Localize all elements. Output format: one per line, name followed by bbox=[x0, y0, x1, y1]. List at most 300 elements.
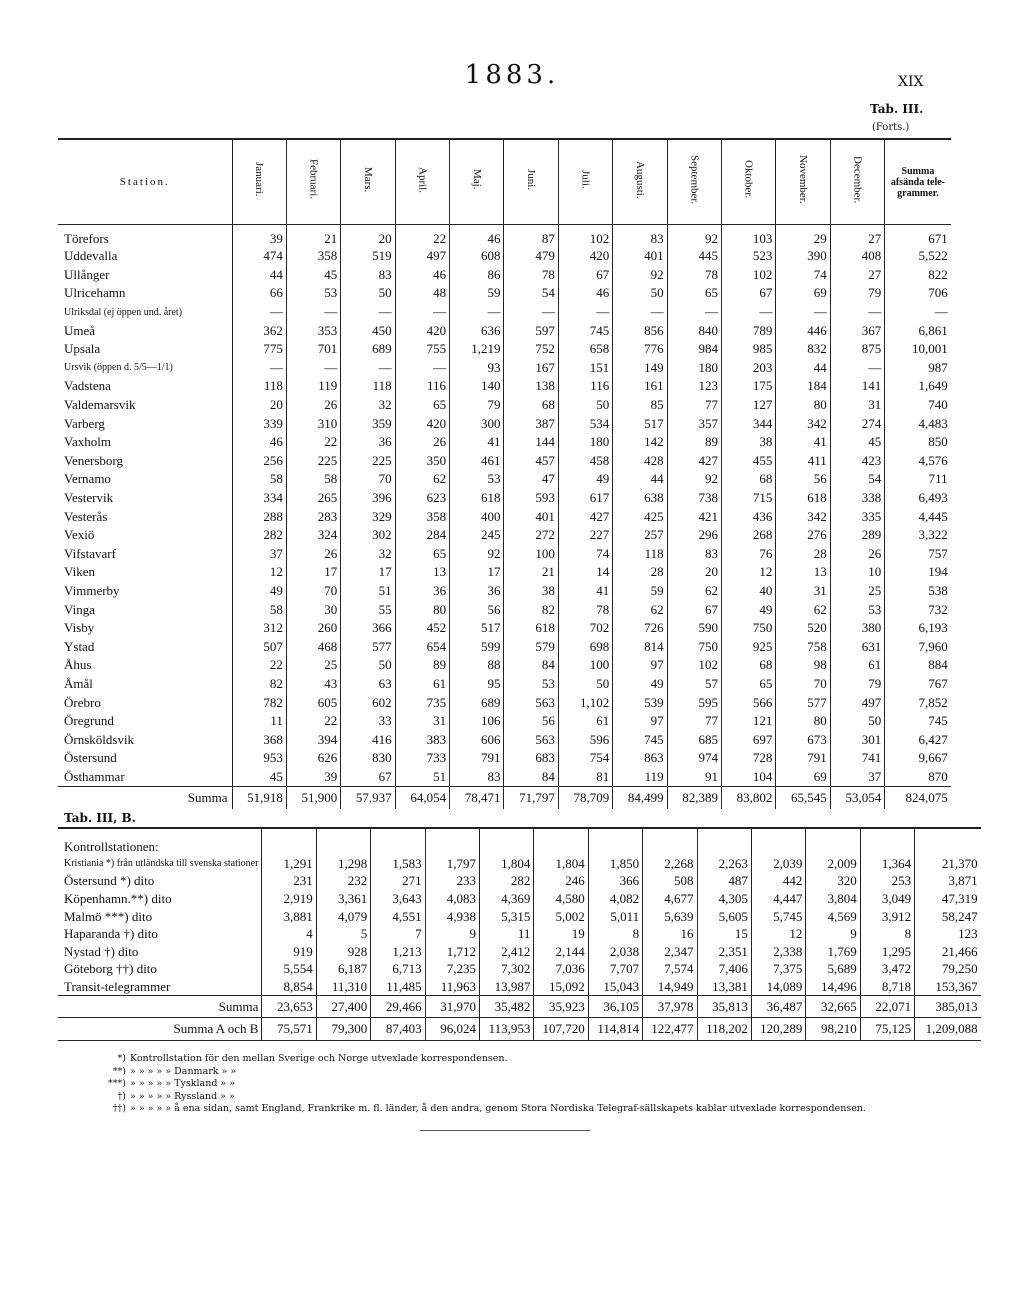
summa-value: 78,709 bbox=[558, 786, 612, 809]
cell-value: 745 bbox=[885, 712, 951, 731]
cell-value: 577 bbox=[776, 693, 830, 712]
cell-value: 4,483 bbox=[885, 414, 951, 433]
cell-value: 88 bbox=[450, 656, 504, 675]
cell-value: 83 bbox=[613, 225, 667, 248]
cell-value: 870 bbox=[885, 768, 951, 787]
cell-value: 577 bbox=[341, 637, 395, 656]
table-row bbox=[58, 943, 981, 961]
footnote-text: » » » » » Ryssland » » bbox=[130, 1090, 235, 1102]
table-row bbox=[58, 414, 951, 433]
control-station-name: Haparanda †) dito bbox=[64, 926, 158, 942]
cell-value: 27 bbox=[830, 225, 884, 248]
cell-value: 3,361 bbox=[316, 890, 370, 908]
cell-value: 421 bbox=[667, 507, 721, 526]
cell-value: 83 bbox=[341, 266, 395, 285]
footnote-mark: **) bbox=[112, 1065, 126, 1077]
cell-value: 233 bbox=[425, 873, 479, 891]
summa-value: 65,545 bbox=[776, 786, 830, 809]
station-name: Valdemarsvik bbox=[64, 397, 136, 413]
table-row bbox=[58, 359, 951, 378]
page-year: 1883. bbox=[464, 60, 560, 90]
footnote-text: » » » » » Tyskland » » bbox=[130, 1078, 236, 1089]
cell-value: 8 bbox=[860, 925, 914, 943]
cell-value: 33 bbox=[341, 712, 395, 731]
cell-value: 17 bbox=[450, 563, 504, 582]
cell-value: 45 bbox=[286, 266, 340, 285]
cell-value: 180 bbox=[558, 433, 612, 452]
month-label: Januari. bbox=[253, 162, 266, 197]
cell-value: 144 bbox=[504, 433, 558, 452]
cell-value: 4,447 bbox=[751, 890, 805, 908]
cell-value: 538 bbox=[885, 582, 951, 601]
cell-value: 329 bbox=[341, 507, 395, 526]
cell-value: 49 bbox=[613, 675, 667, 694]
cell-value: 65 bbox=[395, 396, 449, 415]
cell-value: 5 bbox=[316, 925, 370, 943]
cell-value: 300 bbox=[450, 414, 504, 433]
cell-value: 697 bbox=[722, 730, 776, 749]
cell-value: 726 bbox=[613, 619, 667, 638]
cell-value: 63 bbox=[341, 675, 395, 694]
cell-value: 25 bbox=[830, 582, 884, 601]
cell-value: 357 bbox=[667, 414, 721, 433]
cell-value: 92 bbox=[667, 225, 721, 248]
cell-value: 276 bbox=[776, 526, 830, 545]
cell-value: 3,643 bbox=[371, 890, 425, 908]
cell-value: 53 bbox=[450, 470, 504, 489]
cell-value: 310 bbox=[286, 414, 340, 433]
cell-value: 45 bbox=[232, 768, 286, 787]
empty-cell bbox=[534, 828, 588, 855]
summa-value: 120,289 bbox=[751, 1018, 805, 1041]
footnote-text: » » » » » å ena sidan, samt England, Frankrike m. fl. länder, å den andra, genom Stora Nordiska Telegraf-sällskapets kablar utvexlade korrespondensen. bbox=[130, 1103, 866, 1114]
cell-value: 149 bbox=[613, 359, 667, 378]
cell-value: 102 bbox=[722, 266, 776, 285]
cell-value: 70 bbox=[286, 582, 340, 601]
cell-value: 776 bbox=[613, 340, 667, 359]
cell-value: 77 bbox=[667, 396, 721, 415]
cell-value: — bbox=[830, 303, 884, 322]
table-row bbox=[58, 768, 951, 787]
month-header bbox=[613, 139, 667, 225]
cell-value: 45 bbox=[830, 433, 884, 452]
cell-value: 390 bbox=[776, 247, 830, 266]
cell-value: 65 bbox=[395, 545, 449, 564]
control-station-name: Göteborg ††) dito bbox=[64, 961, 157, 977]
cell-value: 427 bbox=[558, 507, 612, 526]
cell-value: — bbox=[395, 303, 449, 322]
cell-value: 9 bbox=[806, 925, 860, 943]
cell-value: 3,871 bbox=[915, 873, 981, 891]
cell-value: 597 bbox=[504, 321, 558, 340]
cell-value: 7,406 bbox=[697, 961, 751, 979]
cell-value: 1,295 bbox=[860, 943, 914, 961]
cell-value: 79 bbox=[450, 396, 504, 415]
summa-value: 96,024 bbox=[425, 1018, 479, 1041]
cell-value: 66 bbox=[232, 284, 286, 303]
cell-value: 175 bbox=[722, 377, 776, 396]
cell-value: 55 bbox=[341, 600, 395, 619]
cell-value: 7,375 bbox=[751, 961, 805, 979]
table-row bbox=[58, 890, 981, 908]
cell-value: 517 bbox=[613, 414, 667, 433]
empty-cell bbox=[806, 828, 860, 855]
cell-value: 1,213 bbox=[371, 943, 425, 961]
cell-value: 36 bbox=[450, 582, 504, 601]
cell-value: 11 bbox=[232, 712, 286, 731]
cell-value: 367 bbox=[830, 321, 884, 340]
cell-value: 57 bbox=[667, 675, 721, 694]
cell-value: 4,305 bbox=[697, 890, 751, 908]
summa-label: Summa bbox=[58, 786, 232, 809]
station-name: Vesterås bbox=[64, 508, 108, 524]
cell-value: 626 bbox=[286, 749, 340, 768]
cell-value: 563 bbox=[504, 693, 558, 712]
cell-value: 497 bbox=[395, 247, 449, 266]
station-name: Vaxholm bbox=[64, 434, 111, 450]
footnote bbox=[100, 1066, 940, 1079]
cell-value: — bbox=[395, 359, 449, 378]
summa-value: 107,720 bbox=[534, 1018, 588, 1041]
table-row bbox=[58, 452, 951, 471]
footnote-text: » » » » » Danmark » » bbox=[130, 1065, 237, 1077]
summa-value: 27,400 bbox=[316, 996, 370, 1018]
cell-value: 67 bbox=[558, 266, 612, 285]
cell-value: 2,144 bbox=[534, 943, 588, 961]
cell-value: 3,912 bbox=[860, 908, 914, 926]
cell-value: 775 bbox=[232, 340, 286, 359]
footnotes bbox=[100, 1053, 940, 1116]
cell-value: — bbox=[830, 359, 884, 378]
cell-value: 884 bbox=[885, 656, 951, 675]
cell-value: 32 bbox=[341, 396, 395, 415]
cell-value: 20 bbox=[667, 563, 721, 582]
cell-value: 987 bbox=[885, 359, 951, 378]
cell-value: 231 bbox=[262, 873, 316, 891]
cell-value: 51 bbox=[341, 582, 395, 601]
cell-value: 566 bbox=[722, 693, 776, 712]
cell-value: 76 bbox=[722, 545, 776, 564]
cell-value: 4,938 bbox=[425, 908, 479, 926]
footnote bbox=[100, 1053, 940, 1066]
cell-value: 4,569 bbox=[806, 908, 860, 926]
cell-value: 702 bbox=[558, 619, 612, 638]
cell-value: 59 bbox=[450, 284, 504, 303]
table-row bbox=[58, 266, 951, 285]
month-header bbox=[232, 139, 286, 225]
cell-value: 17 bbox=[286, 563, 340, 582]
continued-label: (Forts.) bbox=[872, 122, 910, 133]
cell-value: 487 bbox=[697, 873, 751, 891]
cell-value: 711 bbox=[885, 470, 951, 489]
summa-value: 35,482 bbox=[479, 996, 533, 1018]
cell-value: 5,002 bbox=[534, 908, 588, 926]
cell-value: 752 bbox=[504, 340, 558, 359]
station-name: Östersund bbox=[64, 750, 117, 766]
footnote bbox=[100, 1078, 940, 1091]
cell-value: 618 bbox=[504, 619, 558, 638]
cell-value: 119 bbox=[286, 377, 340, 396]
cell-value: 100 bbox=[558, 656, 612, 675]
cell-value: 758 bbox=[776, 637, 830, 656]
summa-value: 36,487 bbox=[751, 996, 805, 1018]
month-header bbox=[504, 139, 558, 225]
cell-value: 15,043 bbox=[588, 978, 642, 996]
cell-value: 25 bbox=[286, 656, 340, 675]
month-header bbox=[558, 139, 612, 225]
cell-value: 423 bbox=[830, 452, 884, 471]
empty-cell bbox=[860, 828, 914, 855]
cell-value: 53 bbox=[504, 675, 558, 694]
cell-value: 13,381 bbox=[697, 978, 751, 996]
cell-value: 84 bbox=[504, 656, 558, 675]
footnote bbox=[100, 1103, 940, 1116]
station-name: Östhammar bbox=[64, 768, 125, 784]
cell-value: 61 bbox=[395, 675, 449, 694]
cell-value: 754 bbox=[558, 749, 612, 768]
cell-value: 98 bbox=[776, 656, 830, 675]
cell-value: 1,298 bbox=[316, 855, 370, 873]
cell-value: 985 bbox=[722, 340, 776, 359]
cell-value: 50 bbox=[558, 396, 612, 415]
cell-value: 7,036 bbox=[534, 961, 588, 979]
cell-value: 698 bbox=[558, 637, 612, 656]
cell-value: 420 bbox=[558, 247, 612, 266]
cell-value: 767 bbox=[885, 675, 951, 694]
cell-value: 715 bbox=[722, 489, 776, 508]
cell-value: 296 bbox=[667, 526, 721, 545]
cell-value: 116 bbox=[395, 377, 449, 396]
summa-ab-row bbox=[58, 1018, 981, 1041]
cell-value: 140 bbox=[450, 377, 504, 396]
cell-value: 19 bbox=[534, 925, 588, 943]
cell-value: 70 bbox=[776, 675, 830, 694]
cell-value: 7 bbox=[371, 925, 425, 943]
cell-value: — bbox=[504, 303, 558, 322]
month-label: September. bbox=[688, 154, 701, 205]
cell-value: 3,881 bbox=[262, 908, 316, 926]
summa-value: 82,389 bbox=[667, 786, 721, 809]
cell-value: 36 bbox=[341, 433, 395, 452]
cell-value: 14,949 bbox=[643, 978, 697, 996]
cell-value: 974 bbox=[667, 749, 721, 768]
cell-value: 638 bbox=[613, 489, 667, 508]
cell-value: 1,769 bbox=[806, 943, 860, 961]
cell-value: 420 bbox=[395, 321, 449, 340]
table-row bbox=[58, 563, 951, 582]
summa-value: 113,953 bbox=[479, 1018, 533, 1041]
month-header bbox=[341, 139, 395, 225]
table-row bbox=[58, 396, 951, 415]
cell-value: 118 bbox=[613, 545, 667, 564]
cell-value: 7,852 bbox=[885, 693, 951, 712]
cell-value: 37 bbox=[830, 768, 884, 787]
cell-value: 79 bbox=[830, 675, 884, 694]
cell-value: 80 bbox=[395, 600, 449, 619]
cell-value: 80 bbox=[776, 396, 830, 415]
cell-value: 22 bbox=[286, 433, 340, 452]
cell-value: — bbox=[885, 303, 951, 322]
table-row bbox=[58, 961, 981, 979]
station-name: Örnsköldsvik bbox=[64, 731, 135, 747]
end-rule bbox=[420, 1130, 590, 1131]
cell-value: 14,496 bbox=[806, 978, 860, 996]
cell-value: — bbox=[286, 303, 340, 322]
cell-value: 539 bbox=[613, 693, 667, 712]
summa-value: 84,499 bbox=[613, 786, 667, 809]
summa-row bbox=[58, 786, 951, 809]
cell-value: 750 bbox=[722, 619, 776, 638]
table-row bbox=[58, 526, 951, 545]
cell-value: 380 bbox=[830, 619, 884, 638]
cell-value: — bbox=[613, 303, 667, 322]
summa-value: 32,665 bbox=[806, 996, 860, 1018]
cell-value: 789 bbox=[722, 321, 776, 340]
cell-value: 757 bbox=[885, 545, 951, 564]
summa-value: 35,813 bbox=[697, 996, 751, 1018]
cell-value: 605 bbox=[286, 693, 340, 712]
table-row bbox=[58, 225, 951, 248]
cell-value: 324 bbox=[286, 526, 340, 545]
cell-value: 953 bbox=[232, 749, 286, 768]
cell-value: 38 bbox=[722, 433, 776, 452]
cell-value: 671 bbox=[885, 225, 951, 248]
cell-value: 97 bbox=[613, 656, 667, 675]
cell-value: 58 bbox=[286, 470, 340, 489]
cell-value: 928 bbox=[316, 943, 370, 961]
cell-value: 21 bbox=[504, 563, 558, 582]
table-row bbox=[58, 637, 951, 656]
cell-value: 2,263 bbox=[697, 855, 751, 873]
cell-value: 119 bbox=[613, 768, 667, 787]
cell-value: 102 bbox=[558, 225, 612, 248]
cell-value: 2,919 bbox=[262, 890, 316, 908]
footnote-text: Kontrollstation för den mellan Sverige och Norge utvexlade korrespondensen. bbox=[130, 1053, 508, 1064]
cell-value: 21,370 bbox=[915, 855, 981, 873]
month-label: Maj. bbox=[470, 169, 483, 190]
cell-value: 29 bbox=[776, 225, 830, 248]
cell-value: 21,466 bbox=[915, 943, 981, 961]
cell-value: 1,583 bbox=[371, 855, 425, 873]
cell-value: 745 bbox=[558, 321, 612, 340]
cell-value: 1,804 bbox=[479, 855, 533, 873]
cell-value: 118 bbox=[341, 377, 395, 396]
cell-value: 26 bbox=[395, 433, 449, 452]
cell-value: — bbox=[232, 303, 286, 322]
cell-value: 103 bbox=[722, 225, 776, 248]
cell-value: 2,268 bbox=[643, 855, 697, 873]
cell-value: 95 bbox=[450, 675, 504, 694]
summa-value: 29,466 bbox=[371, 996, 425, 1018]
cell-value: 5,522 bbox=[885, 247, 951, 266]
cell-value: 606 bbox=[450, 730, 504, 749]
cell-value: 118 bbox=[232, 377, 286, 396]
cell-value: 631 bbox=[830, 637, 884, 656]
table-row bbox=[58, 321, 951, 340]
cell-value: 78 bbox=[667, 266, 721, 285]
table-row bbox=[58, 712, 951, 731]
cell-value: 618 bbox=[776, 489, 830, 508]
table-row bbox=[58, 303, 951, 322]
table-row bbox=[58, 749, 951, 768]
cell-value: 62 bbox=[776, 600, 830, 619]
empty-cell bbox=[425, 828, 479, 855]
month-header bbox=[286, 139, 340, 225]
cell-value: 123 bbox=[915, 925, 981, 943]
cell-value: 116 bbox=[558, 377, 612, 396]
cell-value: 701 bbox=[286, 340, 340, 359]
cell-value: 50 bbox=[558, 675, 612, 694]
cell-value: 31 bbox=[776, 582, 830, 601]
cell-value: 184 bbox=[776, 377, 830, 396]
cell-value: 685 bbox=[667, 730, 721, 749]
summa-value: 824,075 bbox=[885, 786, 951, 809]
cell-value: 31 bbox=[395, 712, 449, 731]
cell-value: 358 bbox=[395, 507, 449, 526]
cell-value: 11,963 bbox=[425, 978, 479, 996]
month-header bbox=[667, 139, 721, 225]
table-row bbox=[58, 507, 951, 526]
cell-value: 44 bbox=[613, 470, 667, 489]
cell-value: 7,235 bbox=[425, 961, 479, 979]
station-name: Ystad bbox=[64, 638, 95, 654]
cell-value: 56 bbox=[776, 470, 830, 489]
cell-value: — bbox=[341, 359, 395, 378]
cell-value: 654 bbox=[395, 637, 449, 656]
cell-value: 520 bbox=[776, 619, 830, 638]
cell-value: 411 bbox=[776, 452, 830, 471]
summa-value: 83,802 bbox=[722, 786, 776, 809]
month-label: Juli. bbox=[579, 170, 592, 189]
cell-value: 350 bbox=[395, 452, 449, 471]
cell-value: 4,079 bbox=[316, 908, 370, 926]
cell-value: 468 bbox=[286, 637, 340, 656]
table-row bbox=[58, 925, 981, 943]
summa-value: 71,797 bbox=[504, 786, 558, 809]
footnote-mark: ††) bbox=[112, 1103, 126, 1114]
station-name: Umeå bbox=[64, 322, 96, 338]
cell-value: 13 bbox=[395, 563, 449, 582]
table-row bbox=[58, 582, 951, 601]
cell-value: 87 bbox=[504, 225, 558, 248]
cell-value: 81 bbox=[558, 768, 612, 787]
cell-value: 92 bbox=[450, 545, 504, 564]
cell-value: 53 bbox=[830, 600, 884, 619]
cell-value: 58 bbox=[232, 600, 286, 619]
footnote bbox=[100, 1091, 940, 1104]
table-row bbox=[58, 470, 951, 489]
cell-value: 6,427 bbox=[885, 730, 951, 749]
cell-value: 335 bbox=[830, 507, 884, 526]
empty-cell bbox=[915, 828, 981, 855]
cell-value: 856 bbox=[613, 321, 667, 340]
cell-value: 2,038 bbox=[588, 943, 642, 961]
month-label: Februari. bbox=[307, 159, 320, 200]
cell-value: 919 bbox=[262, 943, 316, 961]
cell-value: 595 bbox=[667, 693, 721, 712]
cell-value: 596 bbox=[558, 730, 612, 749]
month-header bbox=[395, 139, 449, 225]
cell-value: 232 bbox=[316, 873, 370, 891]
cell-value: 13 bbox=[776, 563, 830, 582]
cell-value: 15,092 bbox=[534, 978, 588, 996]
cell-value: — bbox=[722, 303, 776, 322]
station-name: Ulriksdal (ej öppen und. året) bbox=[64, 306, 183, 318]
table-row bbox=[58, 656, 951, 675]
empty-cell bbox=[262, 828, 316, 855]
cell-value: 4,369 bbox=[479, 890, 533, 908]
cell-value: 455 bbox=[722, 452, 776, 471]
